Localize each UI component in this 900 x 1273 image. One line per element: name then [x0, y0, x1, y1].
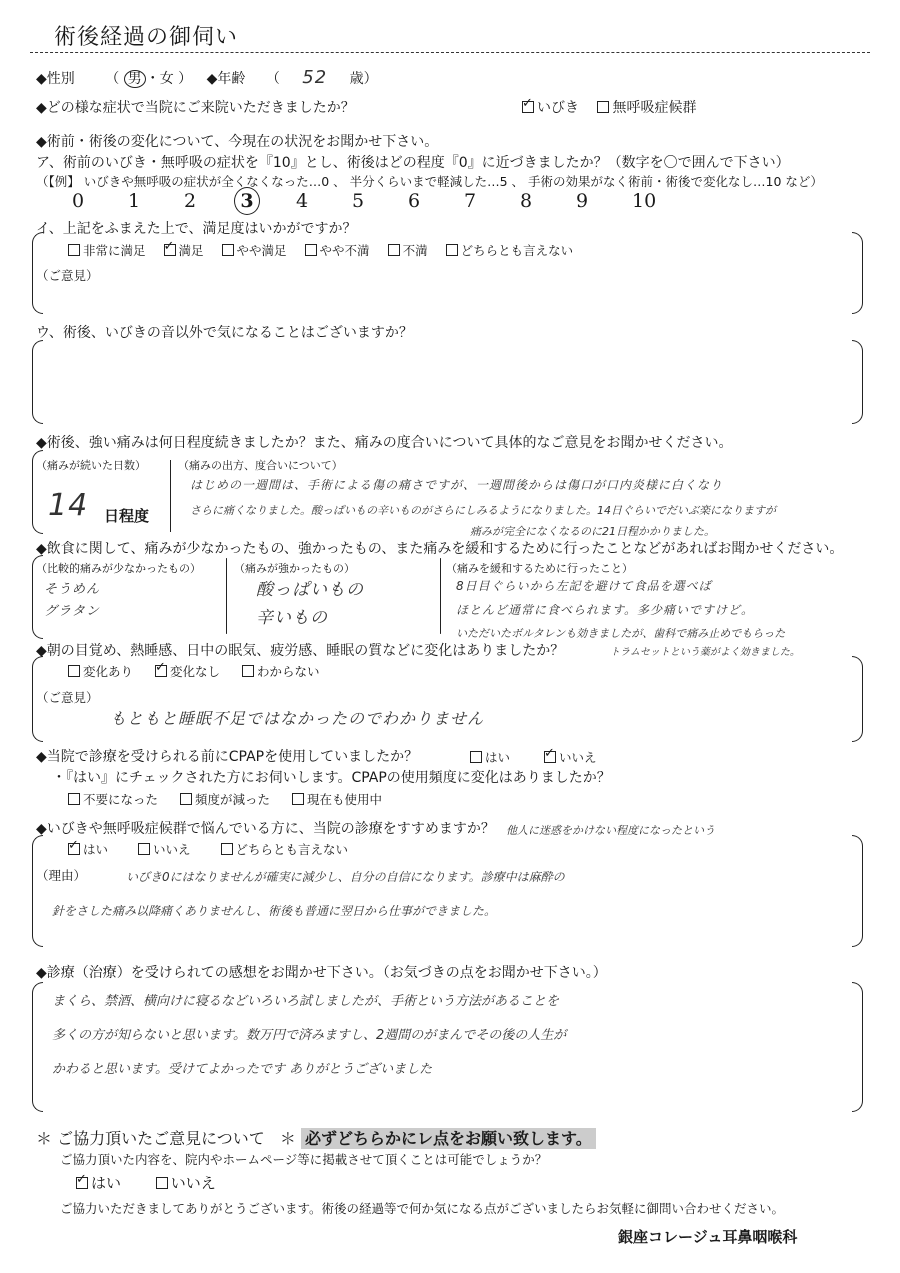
age-value[interactable]: 52 — [302, 67, 328, 88]
recommend-reason-line-2: 針をさした痛み以降痛くありませんし、術後も普通に翌日から仕事ができました。 — [52, 904, 497, 918]
impression-box-right — [852, 982, 863, 1112]
recommend-options — [68, 840, 378, 858]
food-strong-label: （痛みが強かったもの） — [234, 562, 355, 575]
food-divider-2 — [440, 558, 441, 634]
change-question-a: ア、術前のいびき・無呼吸の症状を『10』とし、術後はどの程度『0』に近づきましたか？（数字を〇で囲んで下さい） — [36, 155, 790, 171]
food-box-left — [32, 555, 43, 639]
pain-detail-label: （痛みの出方、度合いについて） — [178, 459, 343, 472]
food-less-label: （比較的痛みが少なかったもの） — [36, 562, 201, 575]
food-relief-4: トラムセットという薬がよく効きました。 — [610, 647, 800, 658]
pain-days-value[interactable]: 14 — [48, 488, 89, 523]
sleep-comment[interactable]: もともと睡眠不足ではなかったのでわかりません — [110, 709, 485, 728]
scale-option-3[interactable] — [240, 187, 296, 215]
symptom-options: ✓ いびき 無呼吸症候群 — [522, 97, 696, 117]
consent-heading: ご協力頂いたご意見について — [57, 1129, 265, 1148]
cpap-subquestion: ・『はい』にチェックされた方にお伺いします。CPAPの使用頻度に変化はありましたか？ — [52, 770, 611, 786]
consent-no-checkbox[interactable] — [156, 1177, 168, 1189]
food-relief-3: いただいたボルタレンも効きましたが、歯科で痛み止めでもらった — [456, 627, 786, 640]
change-example: （【例】 いびきや無呼吸の症状が全くなくなった…0 、 半分くらいまで軽減した…5 、 手術の効果がなく術前・術後で変化なし…10 など） — [36, 174, 823, 189]
food-less-1: そうめん — [44, 582, 101, 597]
impression-line-2: 多くの方が知らないと思います。数万円で済みますし、2週間のがまんでその後の人生が — [52, 1028, 567, 1043]
pain-days-label: （痛みが続いた日数） — [36, 459, 146, 472]
consent-heading-row: ＊ ご協力頂いたご意見について ＊ 必ずどちらかにレ点をお願い致します。 — [36, 1126, 596, 1149]
food-question: ◆飲食に関して、痛みが少なかったもの、強かったもの、また痛みを緩和するために行ったことなどがあればお聞かせください。 — [36, 541, 844, 557]
satisfaction-option-3[interactable]: やや不満 — [305, 243, 370, 258]
sleep-question: ◆朝の目覚め、熱睡感、日中の眠気、疲労感、睡眠の質などに変化はありましたか？ — [36, 643, 565, 659]
satisfaction-options — [68, 241, 591, 259]
cpap-options: はい ✓ いいえ — [470, 748, 597, 766]
satisfaction-option-2[interactable]: やや満足 — [222, 243, 287, 258]
food-divider-1 — [226, 558, 227, 634]
recommend-option-1[interactable]: いいえ — [138, 842, 191, 857]
scale-option-2[interactable]: 2 — [184, 190, 197, 212]
recommend-checkbox-1[interactable] — [138, 843, 150, 855]
sleep-checkbox-2[interactable] — [242, 665, 254, 677]
consent-options: ✓はい いいえ — [76, 1172, 216, 1193]
food-less-2: グラタン — [44, 604, 100, 619]
recommend-question: ◆いびきや無呼吸症候群で悩んでいる方に、当院の診療をすすめますか？ — [36, 821, 495, 837]
consent-yes-checkbox[interactable] — [76, 1177, 88, 1189]
recommend-option-0[interactable]: ✓はい — [68, 842, 108, 857]
sleep-option-1[interactable]: ✓ 変化なし — [155, 664, 220, 679]
cpap-sub-checkbox-0[interactable] — [68, 793, 80, 805]
satisfaction-checkbox-0[interactable] — [68, 244, 80, 256]
satisfaction-option-4[interactable]: 不満 — [388, 243, 428, 258]
food-relief-1: 8日目ぐらいから左記を避けて食品を選べば — [456, 579, 712, 593]
impression-line-3: かわると思います。受けてよかったです ありがとうございました — [52, 1062, 433, 1077]
recommend-checkbox-0[interactable] — [68, 843, 80, 855]
satisfaction-checkbox-5[interactable] — [446, 244, 458, 256]
recommend-reason-label: （理由） — [36, 868, 87, 883]
scale-option-9[interactable]: 9 — [576, 190, 589, 212]
sleep-checkbox-0[interactable] — [68, 665, 80, 677]
recommend-note-top: 他人に迷惑をかけない程度になったという — [506, 824, 715, 837]
pain-question: ◆術後、強い痛みは何日程度続きましたか？また、痛みの度合いについて具体的なご意見をお聞かせください。 — [36, 435, 733, 451]
food-strong-2: 辛いもの — [256, 608, 328, 628]
satisfaction-checkbox-4[interactable] — [388, 244, 400, 256]
pain-days-unit: 日程度 — [104, 507, 150, 525]
food-strong-1: 酸っぱいもの — [256, 580, 364, 600]
scale-option-5[interactable]: 5 — [352, 190, 365, 212]
age-label: ◆年齢 — [206, 71, 246, 87]
pain-box-left — [32, 450, 43, 534]
scale-option-8[interactable]: 8 — [520, 190, 533, 212]
recommend-box-left — [32, 835, 43, 947]
scale-option-10[interactable]: 10 — [632, 190, 657, 212]
satisfaction-option-1[interactable]: ✓ 満足 — [164, 243, 204, 258]
other-concern-question: ウ、術後、いびきの音以外で気になることはございますか？ — [36, 325, 413, 341]
consent-emphasis: 必ずどちらかにレ点をお願い致します。 — [301, 1128, 596, 1149]
scale-option-6[interactable]: 6 — [408, 190, 421, 212]
sleep-comment-label: （ご意見） — [36, 690, 99, 705]
pain-detail-line-2: さらに痛くなりました。酸っぱいもの辛いものがさらにしみるようになりました。14日ぐらいでだいぶ楽になりますが — [190, 504, 776, 517]
satisfaction-option-5[interactable]: どちらとも言えない — [446, 243, 574, 258]
sleep-checkbox-1[interactable] — [155, 665, 167, 677]
satisfaction-checkbox-3[interactable] — [305, 244, 317, 256]
gender-label: ◆性別 — [36, 71, 75, 87]
pain-box-divider — [170, 460, 171, 532]
apnea-checkbox[interactable] — [597, 101, 609, 113]
sleep-option-0[interactable]: 変化あり — [68, 664, 133, 679]
scale-option-7[interactable]: 7 — [464, 190, 477, 212]
cpap-question: ◆当院で診療を受けられる前にCPAPを使用していましたか？ — [36, 749, 419, 765]
satisfaction-checkbox-2[interactable] — [222, 244, 234, 256]
title-underline — [30, 52, 870, 53]
satisfaction-box-right — [852, 232, 863, 314]
pain-detail-line-3: 痛みが完全になくなるのに21日程かかりました。 — [470, 525, 715, 538]
scale-option-1[interactable]: 1 — [128, 190, 141, 212]
sleep-box-right — [852, 656, 863, 742]
scale-selected-circle: 3 — [234, 187, 260, 215]
sleep-options — [68, 662, 342, 680]
cpap-sub-checkbox-1[interactable] — [180, 793, 192, 805]
change-question: ◆術前・術後の変化について、今現在の状況をお聞かせ下さい。 — [36, 134, 439, 150]
recommend-reason-line-1: いびき0にはなりませんが確実に減少し、自分の自信になります。診療中は麻酔の — [126, 870, 565, 884]
gender-female-option[interactable]: 女 — [159, 71, 174, 87]
other-box-right — [852, 340, 863, 424]
scale-option-0[interactable]: 0 — [72, 190, 85, 212]
recommend-box-right — [852, 835, 863, 947]
clinic-name: 銀座コレージュ耳鼻咽喉科 — [618, 1228, 798, 1246]
cpap-sub-option-0[interactable]: 不要になった — [68, 792, 158, 807]
thanks-text: ご協力いただきましてありがとうございます。術後の経過等で何か気になる点がございましたらお気軽に御問い合わせください。 — [60, 1201, 785, 1216]
satisfaction-question: イ、上記をふまえた上で、満足度はいかがですか？ — [36, 221, 357, 237]
pain-detail-line-1: はじめの一週間は、手術による傷の痛さですが、一週間後からは傷口が口内炎様に白くなり — [190, 478, 724, 492]
cpap-no-checkbox[interactable] — [544, 751, 556, 763]
symptom-question: ◆どの様な症状で当院にご来院いただきましたか？ — [36, 100, 355, 116]
snoring-checkbox[interactable] — [522, 101, 534, 113]
food-relief-label: （痛みを緩和するために行ったこと） — [446, 562, 633, 575]
satisfaction-checkbox-1[interactable] — [164, 244, 176, 256]
gender-row: ◆性別 （ 男 ・女 ） ◆年齢 （ 52 歳） — [36, 67, 378, 88]
recommend-checkbox-2[interactable] — [221, 843, 233, 855]
cpap-sub-option-2[interactable]: 現在も使用中 — [292, 792, 382, 807]
sleep-option-2[interactable]: わからない — [242, 664, 320, 679]
cpap-sub-options — [68, 790, 404, 808]
page-title: 術後経過の御伺い — [54, 25, 239, 50]
cpap-yes-checkbox[interactable] — [470, 751, 482, 763]
sleep-box-left — [32, 656, 43, 742]
recommend-option-2[interactable]: どちらとも言えない — [221, 842, 349, 857]
gender-male-option[interactable]: 男 — [124, 70, 146, 88]
scale-option-4[interactable]: 4 — [296, 190, 309, 212]
impression-box-left — [32, 982, 43, 1112]
satisfaction-comment-label: （ご意見） — [36, 268, 99, 283]
symptom-scale — [72, 187, 688, 215]
impression-line-1: まくら、禁酒、横向けに寝るなどいろいろ試しましたが、手術という方法があることを — [52, 994, 560, 1009]
cpap-sub-option-1[interactable]: 頻度が減った — [180, 792, 270, 807]
satisfaction-option-0[interactable]: 非常に満足 — [68, 243, 146, 258]
cpap-sub-checkbox-2[interactable] — [292, 793, 304, 805]
food-relief-2: ほとんど通常に食べられます。多少痛いですけど。 — [456, 603, 755, 617]
consent-question: ご協力頂いた内容を、院内やホームページ等に掲載させて頂くことは可能でしょうか？ — [60, 1152, 548, 1167]
impression-question: ◆診療（治療）を受けられての感想をお聞かせ下さい。（お気づきの点をお聞かせ下さい。） — [36, 965, 607, 981]
other-box-left — [32, 340, 43, 424]
